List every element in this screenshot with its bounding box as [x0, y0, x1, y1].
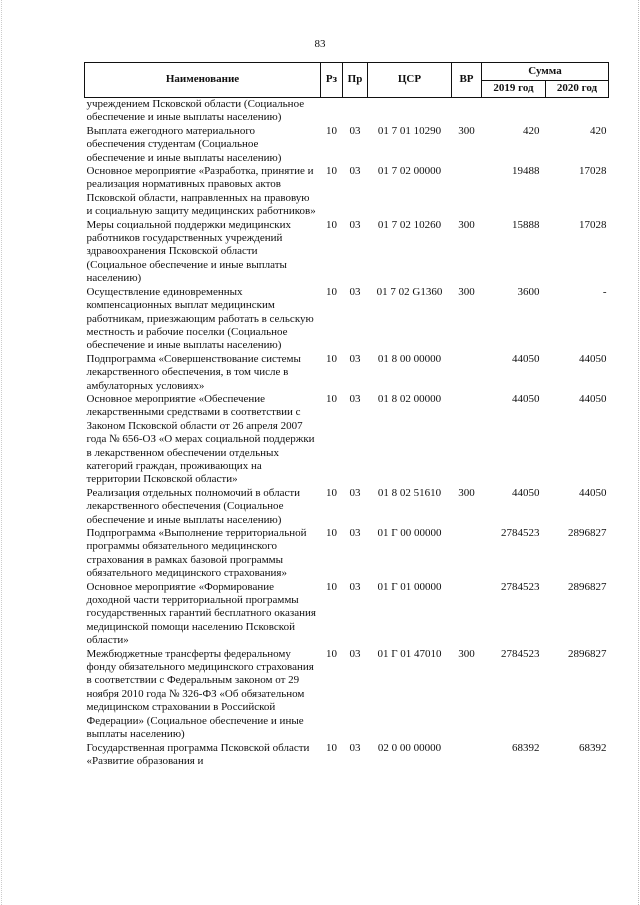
cell-sum-2019	[482, 98, 546, 125]
cell-rz: 10	[326, 285, 337, 298]
cell-sum-2019: 44050	[512, 486, 540, 499]
cell-vr: 300	[458, 218, 475, 231]
header-pr: Пр	[343, 63, 368, 98]
cell-csr: 01 7 02 G1360	[376, 285, 443, 298]
cell-sum-2019: 68392	[512, 741, 540, 754]
table-row	[85, 125, 609, 165]
cell-name: Выплата ежегодного материального обеспечения студентам (Социальное обеспечение и иные выплаты населению)	[86, 124, 282, 164]
cell-sum-2020: 44050	[579, 392, 607, 405]
cell-vr	[452, 98, 482, 125]
cell-name: Подпрограмма «Совершенствование системы лекарственного обеспечения, в том числе в амбулаторных условиях»	[86, 352, 301, 392]
cell-pr: 03	[349, 741, 361, 754]
scan-edge-left	[1, 0, 4, 905]
cell-name: Подпрограмма «Выполнение территориальной программы обязательного медицинского страхования в рамках базовой программы обязательного медицинского страхования»	[86, 527, 307, 580]
cell-sum-2020: 44050	[579, 486, 607, 499]
cell-vr: 300	[458, 285, 475, 298]
table-row	[85, 98, 609, 125]
cell-rz: 10	[326, 580, 337, 593]
cell-sum-2019: 2784523	[501, 647, 540, 660]
cell-name: Основное мероприятие «Разработка, принятие и реализация нормативных правовых актов Псковской области, направленных на правовую и социальную защиту медицинских работников»	[86, 165, 316, 218]
cell-vr	[452, 353, 482, 393]
cell-csr: 01 8 00 00000	[377, 352, 442, 365]
cell-sum-2020: 420	[590, 124, 607, 137]
cell-name: Основное мероприятие «Обеспечение лекарственными средствами в соответствии с Законом Псковской области от 26 апреля 2007 года № 656-ОЗ «О мерах социальной поддержки в лекарственном обеспечении отдельных категорий граждан, проживающих на территории Псковской области»	[86, 392, 315, 486]
header-vr: ВР	[452, 63, 482, 98]
header-name: Наименование	[85, 63, 321, 98]
table-row	[85, 648, 609, 742]
cell-sum-2020: 44050	[579, 352, 607, 365]
cell-sum-2019: 44050	[512, 392, 540, 405]
cell-sum-2020: 68392	[579, 741, 607, 754]
cell-csr: 02 0 00 00000	[377, 741, 442, 754]
cell-rz: 10	[326, 218, 337, 231]
header-csr: ЦСР	[368, 63, 452, 98]
cell-sum-2020: 2896827	[568, 580, 607, 593]
cell-rz: 10	[326, 124, 337, 137]
cell-csr: 01 8 02 51610	[377, 486, 442, 499]
cell-sum-2020: -	[602, 285, 607, 298]
cell-sum-2019: 2784523	[501, 527, 540, 539]
cell-name: Государственная программа Псковской области «Развитие образования и	[86, 741, 310, 767]
budget-table	[84, 62, 609, 768]
cell-csr: 01 7 01 10290	[377, 124, 442, 137]
cell-sum-2020: 2896827	[568, 647, 607, 660]
table-row	[85, 353, 609, 393]
scan-edge-right	[636, 0, 639, 905]
cell-csr: 01 Г 00 00000	[377, 527, 442, 539]
cell-sum-2019: 2784523	[501, 580, 540, 593]
cell-sum-2019: 44050	[512, 352, 540, 365]
cell-sum-2020	[546, 98, 609, 125]
table-row	[85, 487, 609, 527]
cell-rz	[321, 98, 343, 125]
header-year-2020: 2020 год	[546, 81, 609, 98]
cell-name: учреждением Псковской области (Социальное обеспечение и иные выплаты населению)	[86, 98, 305, 124]
cell-sum-2020: 17028	[579, 218, 607, 231]
cell-csr: 01 7 02 00000	[377, 165, 442, 178]
cell-vr: 300	[458, 124, 475, 137]
table-row	[85, 286, 609, 353]
cell-pr: 03	[349, 124, 361, 137]
cell-sum-2019: 15888	[512, 218, 540, 231]
cell-rz: 10	[326, 486, 337, 499]
cell-pr: 03	[349, 285, 361, 298]
cell-csr	[368, 98, 452, 125]
cell-rz: 10	[326, 165, 337, 178]
header-year-2019: 2019 год	[482, 81, 546, 98]
cell-name: Меры социальной поддержки медицинских работников государственных учреждений здравоохранения Псковской области (Социальное обеспечение и иные выплаты населению)	[86, 218, 292, 285]
cell-vr	[452, 581, 482, 648]
cell-pr: 03	[349, 165, 361, 178]
cell-sum-2019: 420	[523, 124, 540, 137]
cell-name: Основное мероприятие «Формирование доходной части территориальной программы государственных гарантий бесплатного оказания медицинской помощи населению Псковской области»	[86, 580, 316, 647]
table-body	[85, 98, 609, 769]
cell-sum-2019: 19488	[512, 165, 540, 178]
cell-rz: 10	[326, 352, 337, 365]
cell-rz: 10	[326, 527, 337, 539]
table-row	[85, 393, 609, 487]
cell-csr: 01 7 02 10260	[377, 218, 442, 231]
cell-pr: 03	[349, 647, 361, 660]
cell-name: Межбюджетные трансферты федеральному фонду обязательного медицинского страхования в соответствии с Федеральным законом от 29 ноября 2010 года № 326-ФЗ «Об обязательном медицинском страховании в Российской Федерации» (Социальное обеспечение и иные выплаты населению)	[86, 647, 314, 741]
cell-vr	[452, 165, 482, 219]
cell-name: Осуществление единовременных компенсационных выплат медицинским работникам, приезжающим работать в сельскую местность и рабочие поселки (Социальное обеспечение и иные выплаты населению)	[86, 285, 314, 352]
cell-sum-2019: 3600	[517, 285, 540, 298]
header-rz: Рз	[321, 63, 343, 98]
cell-pr: 03	[349, 352, 361, 365]
cell-vr: 300	[458, 486, 475, 499]
cell-rz: 10	[326, 392, 337, 405]
cell-pr: 03	[349, 218, 361, 231]
table-row	[85, 581, 609, 648]
table-row	[85, 527, 609, 581]
cell-vr	[452, 742, 482, 769]
table-row	[85, 219, 609, 286]
cell-vr	[452, 393, 482, 487]
cell-vr: 300	[458, 647, 475, 660]
cell-csr: 01 8 02 00000	[377, 392, 442, 405]
cell-csr: 01 Г 01 47010	[377, 647, 442, 660]
table-row	[85, 165, 609, 219]
cell-rz: 10	[326, 741, 337, 754]
cell-sum-2020: 17028	[579, 165, 607, 178]
cell-csr: 01 Г 01 00000	[377, 580, 442, 593]
cell-name: Реализация отдельных полномочий в области лекарственного обеспечения (Социальное обеспечение и иные выплаты населению)	[86, 486, 301, 526]
cell-sum-2020: 2896827	[568, 527, 607, 539]
header-sum: Сумма	[482, 63, 609, 81]
cell-pr: 03	[349, 486, 361, 499]
page-number: 83	[314, 38, 326, 50]
cell-pr: 03	[349, 392, 361, 405]
cell-pr	[343, 98, 368, 125]
table-row	[85, 742, 609, 769]
cell-vr	[452, 527, 482, 581]
cell-pr: 03	[349, 580, 361, 593]
cell-pr: 03	[349, 527, 361, 539]
cell-rz: 10	[326, 647, 337, 660]
